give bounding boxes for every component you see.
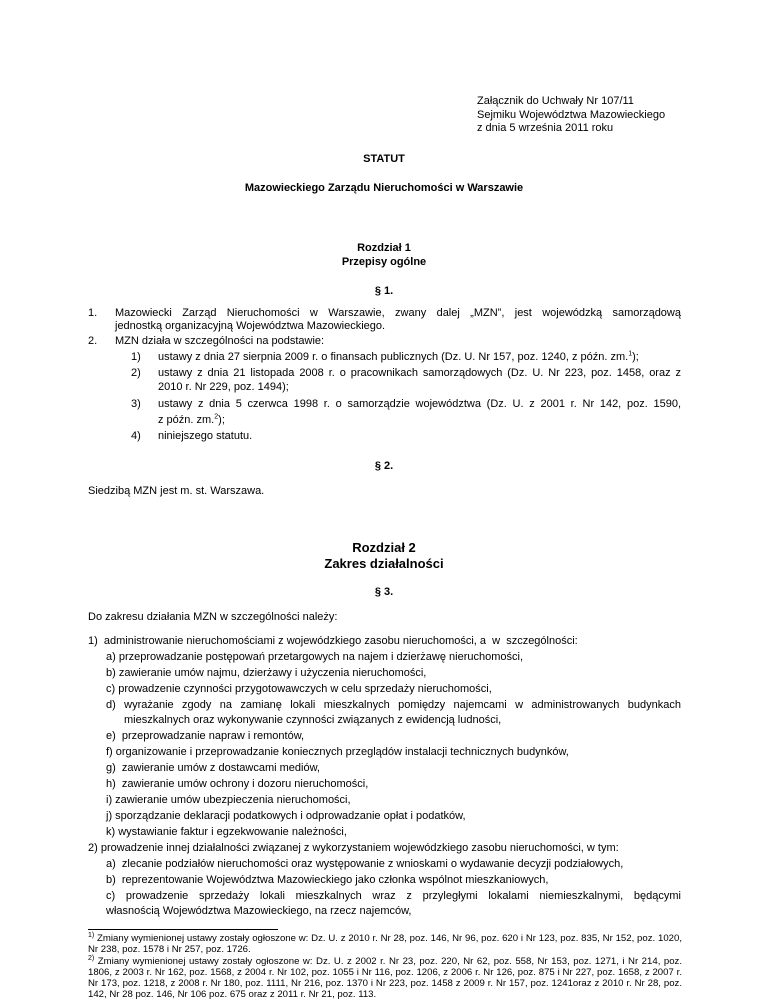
chapter-1-heading: Rozdział 1 bbox=[357, 242, 411, 254]
s2-text: Siedzibą MZN jest m. st. Warszawa. bbox=[88, 485, 265, 497]
s1-item-3-number: 3) bbox=[131, 398, 141, 410]
annex-line-3: z dnia 5 września 2011 roku bbox=[477, 122, 614, 134]
section-2-heading: § 2. bbox=[374, 460, 394, 472]
annex-line-2: Sejmiku Województwa Mazowieckiego bbox=[477, 108, 666, 121]
s3-sub1-d-line-1: d) wyrażanie zgody na zamianę lokali mieszkalnych pomiędzy najemcami w administrowanych budynkach bbox=[106, 699, 681, 711]
footnote-1: $^{1)}$ Zmiany wymienionej ustawy zostały ogłoszone w: Dz. U. z 2010 r. Nr 28, poz. 146, Nr 96, poz. 620 i Nr 123, poz. 835, Nr 152, poz. 1020, Nr 238, poz. 1578 i Nr 257, poz. 1726. bbox=[88, 931, 682, 955]
s3-sub1-i: i) zawieranie umów ubezpieczenia nieruchomości, bbox=[106, 794, 351, 806]
document-subtitle: Mazowieckiego Zarządu Nieruchomości w Warszawie bbox=[244, 182, 524, 194]
s3-sub2-a: a) zlecanie podziałów nieruchomości oraz występowanie z wnioskami o wydawanie decyzji podziałowych, bbox=[106, 858, 624, 870]
s3-intro: Do zakresu działania MZN w szczególności należy: bbox=[88, 611, 338, 623]
s3-sub2-c-line-1: c) prowadzenie sprzedaży lokali mieszkalnych wraz z przyległymi lokalami niemieszkalnymi, będącymi bbox=[106, 890, 681, 902]
s3-sub1-b: b) zawieranie umów najmu, dzierżawy i użyczenia nieruchomości, bbox=[106, 667, 427, 679]
s3-sub1-f: f) organizowanie i przeprowadzanie koniecznych przeglądów instalacji technicznych budynków, bbox=[106, 746, 569, 758]
s3-sub1-d-line-2: mieszkalnych oraz wykonywanie czynności związanych z ewidencją ludności, bbox=[124, 714, 502, 726]
chapter-2-heading: Rozdział 2 bbox=[352, 540, 416, 555]
s3-item-2: 2) prowadzenie innej działalności związanej z wykorzystaniem wojewódzkiego zasobu nieruchomości, w tym: bbox=[88, 842, 619, 854]
footnote-2: $^{2)}$ Zmiany wymienionej ustawy zostały ogłoszone w: Dz. U. z 2002 r. Nr 23, poz. 220, Nr 62, poz. 558, Nr 153, poz. 1271, i Nr 214, poz. 1806, z 2003 r. Nr 162, poz. 1568, z 2004 r. Nr 102, poz. 1055 i Nr 116, poz. 1206, z 2006 r. Nr 126, poz. 875 i Nr 227, poz. 1658, z 2007 r. Nr 173, poz. 1218, z 2008 r. Nr 180, poz. 1111, Nr 216, poz. 1370 i Nr 223, poz. 1458 z 2009 r. Nr 157, poz. 1241oraz z 2010 r. Nr 28, poz. 142, Nr 28 poz. 146, Nr 106 poz. 675 oraz z 2011 r. Nr 21, poz. 113. bbox=[88, 954, 682, 1000]
s1-p1-number: 1. bbox=[88, 307, 98, 319]
s3-sub2-c-line-2: własnością Województwa Mazowieckiego, na rzecz najemców, bbox=[106, 905, 412, 917]
s3-sub1-a: a) przeprowadzanie postępowań przetargowych na najem i dzierżawę nieruchomości, bbox=[106, 651, 523, 663]
s1-item-2-line-1: ustawy z dnia 21 listopada 2008 r. o pracownikach samorządowych (Dz. U. Nr 223, poz. 1458, oraz z bbox=[158, 367, 681, 379]
footnote-separator bbox=[88, 929, 278, 930]
s1-item-3-line-2: z późn. zm.$^2$); bbox=[158, 413, 225, 426]
s1-p2-number: 2. bbox=[88, 335, 98, 347]
s1-item-1-number: 1) bbox=[131, 351, 141, 363]
document-title: STATUT bbox=[363, 153, 405, 165]
s3-sub1-g: g) zawieranie umów z dostawcami mediów, bbox=[106, 762, 320, 774]
annex-line-1: Załącznik do Uchwały Nr 107/11 bbox=[477, 95, 634, 107]
chapter-2-name: Zakres działalności bbox=[324, 556, 444, 571]
s3-sub1-h: h) zawieranie umów ochrony i dozoru nieruchomości, bbox=[106, 778, 369, 790]
s3-item-1: 1) administrowanie nieruchomościami z wojewódzkiego zasobu nieruchomości, a w szczególności: bbox=[88, 635, 578, 647]
s3-sub1-k: k) wystawianie faktur i egzekwowanie należności, bbox=[106, 826, 347, 838]
s1-item-2-line-2: 2010 r. Nr 229, poz. 1494); bbox=[158, 381, 289, 393]
s1-p1-line-2: jednostką organizacyjną Województwa Mazowieckiego. bbox=[115, 320, 386, 332]
s1-p2-text: MZN działa w szczególności na podstawie: bbox=[115, 335, 325, 347]
annex-note bbox=[477, 95, 665, 136]
s3-sub1-j: j) sporządzanie deklaracji podatkowych i odprowadzanie opłat i podatków, bbox=[106, 810, 466, 822]
s1-item-4-text: niniejszego statutu. bbox=[158, 430, 253, 442]
chapter-1-name: Przepisy ogólne bbox=[341, 256, 427, 268]
s1-item-1-text: ustawy z dnia 27 sierpnia 2009 r. o finansach publicznych (Dz. U. Nr 157, poz. 1240, z późn. zm.$^1$); bbox=[158, 350, 639, 363]
s1-item-4-number: 4) bbox=[131, 430, 141, 442]
s1-item-2-number: 2) bbox=[131, 367, 141, 379]
s3-sub1-e: e) przeprowadzanie napraw i remontów, bbox=[106, 730, 305, 742]
section-1-heading: § 1. bbox=[374, 285, 394, 297]
s3-sub1-c: c) prowadzenie czynności przygotowawczych w celu sprzedaży nieruchomości, bbox=[106, 683, 492, 695]
s1-p1-line-1: Mazowiecki Zarząd Nieruchomości w Warszawie, zwany dalej „MZN”, jest wojewódzką samorządową bbox=[115, 307, 681, 319]
s1-item-3-line-1: ustawy z dnia 5 czerwca 1998 r. o samorządzie województwa (Dz. U. z 2001 r. Nr 142, poz. 1590, bbox=[158, 398, 681, 410]
section-3-heading: § 3. bbox=[374, 586, 394, 598]
s3-sub2-b: b) reprezentowanie Województwa Mazowieckiego jako członka wspólnot mieszkaniowych, bbox=[106, 874, 549, 886]
